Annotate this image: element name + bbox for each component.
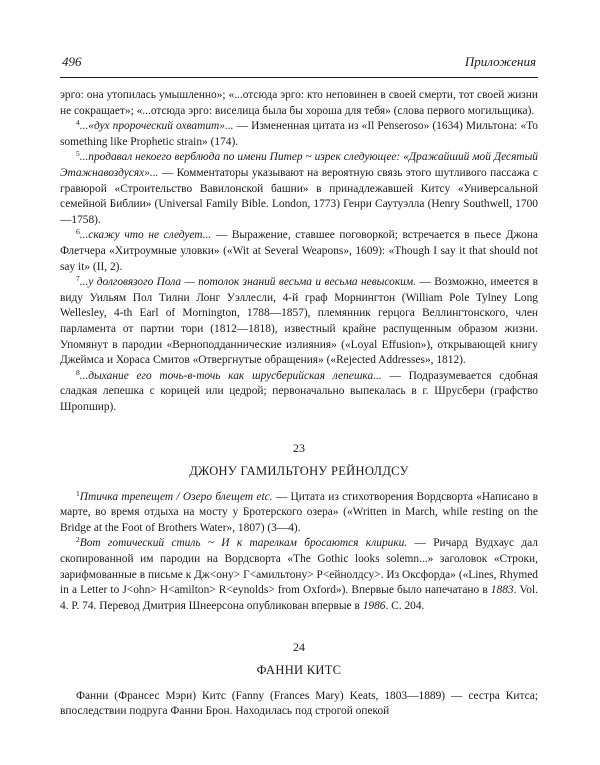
note-lemma: ...у долговязого Пола — потолок знаний весьма и весьма невысоким.: [79, 276, 416, 289]
note-text-continued: . Vol. 4. P. 74. Перевод Дмитрия Шнеерсона опубликован впервые в: [60, 584, 538, 612]
note-number: 1: [76, 488, 80, 498]
note-lemma: ...продавал некоего верблюда по имени Питер ~ изрек следующее: «Дражайший мой Десятый Этажнавоздусях»...: [60, 151, 538, 179]
note-number: 2: [76, 535, 80, 545]
section-number: 23: [293, 441, 305, 456]
section-heading: ФАННИ КИТС: [256, 663, 342, 677]
note-lemma: Вот готический стиль ~ И к тарелкам бросаются клирики.: [79, 537, 408, 550]
note-number: 5: [76, 149, 80, 159]
note-6: [60, 228, 538, 275]
note-4: [60, 119, 538, 150]
note-text: — Возможно, имеется в виду Уильям Пол Тилни Лонг Уэллесли, 4-й граф Морнингтон (William Pole Tylney Long Wellesley, 4-th Earl of Mornington, 1788—1857), племянник герцога Веллингтонского, член парламента от партии тори (1812—1818), известный крайне распущенным образом жизни. Упомянут в пародии «Верноподданнические излияния» («Loyal Effusion»), открывающей книгу Джеймса и Хораса Смитов «Отвергнутые обращения» («Rejected Addresses», 1812).: [60, 276, 539, 367]
note-lemma: Птичка трепещет / Озеро блещет etc.: [79, 490, 273, 503]
publication-year: 1986: [362, 599, 386, 612]
note-text: — Измененная цитата из «Il Penseroso» (1634) Мильтона: «To something like Prophetic strain» (174).: [60, 120, 538, 148]
page-number: 496: [62, 54, 82, 69]
note-text: — Цитата из стихотворения Вордсворта «Написано в марте, во время отдыха на мосту у Бротерского озера» («Written in March, while resting on the Bridge at the Foot of Brothers Water», 1807) (3—4).: [60, 490, 538, 534]
note-text: — Комментаторы указывают на вероятную связь этого шутливого пассажа с гравюрой «Строительство Вавилонской башни» в принадлежавшей Китсу «Универсальной семейной Библии» (Universal Family Bible. London, 1773) Генри Саутуэлла (Henry Southwell, 1700—1758).: [60, 166, 538, 226]
note-23-1: [60, 490, 538, 537]
note-5: [60, 150, 538, 228]
note-lemma: ...«дух пророческий охватит»...: [79, 120, 234, 133]
note-number: 4: [76, 118, 80, 128]
note-8: [60, 369, 538, 416]
header-rule: [60, 77, 538, 78]
note-7: [60, 275, 538, 369]
note-23-2: [60, 536, 538, 614]
note-lemma: ...дыхание его точь-в-точь как шрусберийская лепешка...: [79, 369, 382, 382]
running-title: Приложения: [464, 54, 536, 69]
note-number: 7: [76, 274, 80, 284]
note-number: 6: [76, 227, 80, 237]
note-text: — Подразумевается сдобная сладкая лепешка с корицей или цедрой; первоначально выпекалась в г. Шрусбери (графство Шропшир).: [60, 369, 538, 413]
note-text: — Ричард Вудхаус дал скопированной им пародии на Вордсворта «The Gothic looks solemn...» заголовок «Строки, зарифмованные в письме к Дж<ону> Г<амильтону> Р<ейнолдсу>. Из Оксфорда» («Lines, Rhymed in a Letter to J<ohn> H<amilton> R<eynolds> from Oxford»). Впервые было напечатано в: [60, 537, 538, 597]
book-page: [60, 52, 538, 720]
page-body: [60, 88, 538, 720]
section-heading: ДЖОНУ ГАМИЛЬТОНУ РЕЙНОЛДСУ: [189, 464, 409, 479]
section-24-paragraph: Фанни (Франсес Мэри) Китс (Fanny (Frances Mary) Keats, 1803—1889) — сестра Китса; впоследствии подруга Фанни Брон. Находилась под строгой опекой: [60, 689, 538, 718]
running-header: [60, 52, 538, 74]
section-number: 24: [293, 640, 305, 655]
continuation-paragraph: эрго: она утопилась умышленно»; «...отсюда эрго: кто неповинен в своей смерти, тот своей жизни не сокращает»; «...отсюда эрго: виселица была бы хороша для тебя» (слова первого могильщика).: [60, 89, 538, 117]
note-text-end: . С. 204.: [385, 599, 425, 612]
note-lemma: ...скажу что не следует...: [79, 229, 212, 242]
note-number: 8: [76, 367, 80, 377]
note-text: — Выражение, ставшее поговоркой; встречается в пьесе Джона Флетчера «Хитроумные уловки» («Wit at Several Weapons», 1609): «Though I say it that should not say it» (II, 2).: [60, 229, 538, 273]
publication-year: 1883: [490, 584, 514, 597]
